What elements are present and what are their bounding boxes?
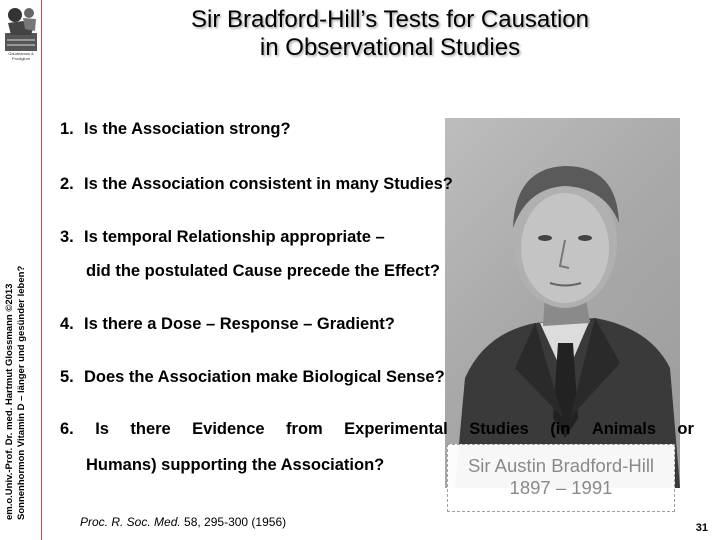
list-item-text: Is there a Dose – Response – Gradient? — [84, 315, 395, 333]
slide-title-line-2: in Observational Studies — [259, 34, 521, 61]
list-item-word: Evidence — [192, 420, 265, 438]
logo-figure-icon — [3, 3, 39, 53]
list-item-text: Is temporal Relationship appropriate – — [84, 228, 385, 246]
list-item-word: Animals — [591, 420, 656, 438]
list-item — [60, 228, 385, 247]
list-item-number: 4. — [60, 315, 74, 333]
portrait-caption — [447, 444, 675, 512]
list-item-number: 6. — [60, 420, 74, 438]
logo — [3, 3, 39, 53]
list-item-continuation: Humans) supporting the Association? — [86, 456, 385, 474]
slide-title-line-1: Sir Bradford-Hill’s Tests for Causation — [191, 6, 589, 33]
portrait-caption-years: 1897 – 1991 — [509, 477, 613, 498]
list-item-text: Is the Association strong? — [84, 120, 291, 138]
reference-journal: Proc. R. Soc. Med. — [80, 515, 181, 529]
portrait-caption-name: Sir Austin Bradford-Hill — [467, 455, 655, 476]
list-item — [60, 368, 445, 387]
reference — [80, 515, 286, 529]
list-item — [60, 175, 453, 194]
list-item-number: 3. — [60, 228, 74, 246]
vertical-divider — [41, 0, 42, 540]
slide-title — [120, 6, 660, 62]
list-item-number: 1. — [60, 120, 74, 138]
list-item-word: or — [677, 420, 694, 438]
list-item-text: Is the Association consistent in many Studies? — [84, 175, 453, 193]
reference-details: 58, 295-300 (1956) — [180, 515, 287, 529]
list-item-number: 2. — [60, 175, 74, 193]
list-item-number: 5. — [60, 368, 74, 386]
list-item-word: Is — [95, 420, 109, 438]
list-item-continuation: did the postulated Cause precede the Effect? — [86, 262, 440, 280]
list-item-text: Does the Association make Biological Sense? — [84, 368, 445, 386]
list-item — [60, 315, 395, 334]
list-item — [60, 120, 291, 139]
list-item-word: there — [130, 420, 171, 438]
list-item-word: Experimental — [344, 420, 448, 438]
page-number: 31 — [695, 522, 708, 534]
logo-caption: Gaudeamus & Prodigium — [8, 51, 34, 61]
side-credit-line-1: em.o.Univ.-Prof. Dr. med. Hartmut Glossmann ©2013 — [4, 283, 15, 520]
list-item-word: Studies — [469, 420, 529, 438]
list-item-word: from — [286, 420, 323, 438]
list-item-word: (in — [550, 420, 571, 438]
list-item — [60, 420, 694, 439]
side-credit — [4, 120, 27, 520]
side-credit-line-2: Sonnenhormon Vitamin D – länger und gesünder leben? — [15, 265, 27, 520]
